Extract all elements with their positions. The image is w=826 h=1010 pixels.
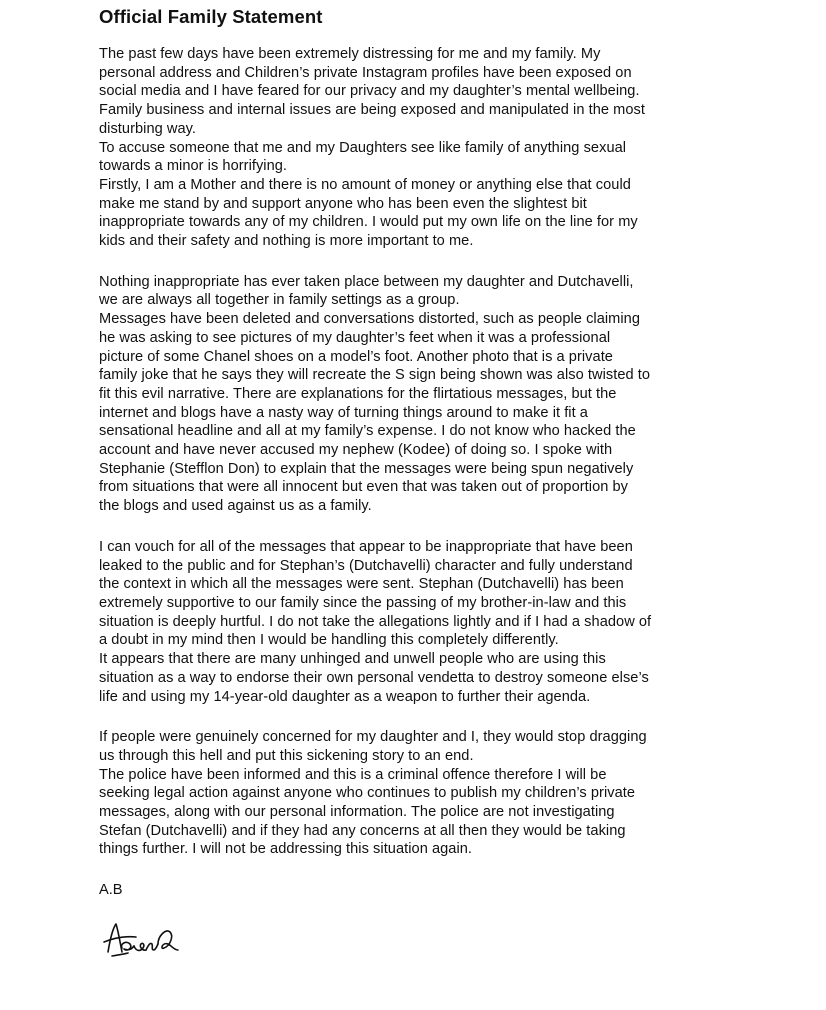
text-line: family joke that he says they will recreate the S sign being shown was also twisted to [99,367,651,384]
statement-title: Official Family Statement [99,6,323,27]
text-line: leaked to the public and for Stephan’s (Dutchavelli) character and fully understand [99,557,633,574]
text-line: the context in which all the messages were sent. Stephan (Dutchavelli) has been [99,576,624,593]
paragraph-2 [99,273,739,516]
text-line: The past few days have been extremely distressing for me and my family. My [99,46,601,62]
text-line: Nothing inappropriate has ever taken place between my daughter and Dutchavelli, [99,273,634,290]
text-line: seeking legal action against anyone who continues to publish my children’s private [99,785,636,802]
text-line: he was asking to see pictures of my daughter’s feet when it was a professional [99,329,611,346]
paragraph-1 [99,45,739,251]
text-line: inappropriate towards any of my children. I would put my own life on the line for my [99,214,638,231]
text-line: a doubt in my mind then I would be handling this completely differently. [99,632,559,649]
statement-page [99,6,739,962]
text-line: towards a minor is horrifying. [99,158,288,175]
text-line: extremely supportive to our family since the passing of my brother-in-law and this [99,594,627,611]
text-line: situation is deeply hurtful. I do not take the allegations lightly and if I had a shadow of [99,613,652,630]
text-line: sensational headline and all at my family’s expense. I do not know who hacked the [99,423,636,440]
text-line: we are always all together in family settings as a group. [99,292,460,309]
text-line: disturbing way. [99,120,197,137]
text-line: us through this hell and put this sickening story to an end. [99,747,474,764]
signoff-initials: A.B [99,882,123,899]
text-line: picture of some Chanel shoes on a model’s foot. Another photo that is a private [99,348,613,365]
text-line: To accuse someone that me and my Daughters see like family of anything sexual [99,139,627,156]
paragraph-3 [99,538,739,706]
text-line: Stefan (Dutchavelli) and if they had any concerns at all then they would be taking [99,822,626,839]
text-line: the blogs and used against us as a family. [99,498,372,515]
text-line: Family business and internal issues are being exposed and manipulated in the most [99,102,645,119]
text-line: It appears that there are many unhinged and unwell people who are using this [99,651,606,668]
text-line: Stephanie (Stefflon Don) to explain that the messages were being spun negatively [99,460,634,477]
text-line: life and using my 14-year-old daughter as a weapon to further their agenda. [99,688,591,705]
text-line: account and have never accused my nephew (Kodee) of doing so. I spoke with [99,442,613,459]
handwritten-signature [100,918,190,962]
text-line: If people were genuinely concerned for my daughter and I, they would stop dragging [99,729,647,746]
paragraph-4 [99,728,739,859]
text-line: messages, along with our personal information. The police are not investigating [99,804,615,821]
text-line: Firstly, I am a Mother and there is no amount of money or anything else that could [99,176,631,193]
text-line: personal address and Children’s private Instagram profiles have been exposed on [99,64,632,81]
text-line: situation as a way to endorse their own personal vendetta to destroy someone else’s [99,669,649,686]
text-line: internet and blogs have a nasty way of turning things around to make it fit a [99,404,588,421]
text-line: I can vouch for all of the messages that appear to be inappropriate that have been [99,538,633,555]
text-line: things further. I will not be addressing this situation again. [99,841,473,858]
text-line: social media and I have feared for our privacy and my daughter’s mental wellbeing. [99,83,640,100]
text-line: fit this evil narrative. There are explanations for the flirtatious messages, but the [99,385,617,402]
text-line: kids and their safety and nothing is more important to me. [99,233,474,250]
text-line: The police have been informed and this is a criminal offence therefore I will be [99,766,607,783]
text-line: make me stand by and support anyone who has been even the slightest bit [99,195,587,212]
text-line: Messages have been deleted and conversations distorted, such as people claiming [99,311,641,328]
text-line: from situations that were all innocent but even that was taken out of proportion by [99,479,629,496]
